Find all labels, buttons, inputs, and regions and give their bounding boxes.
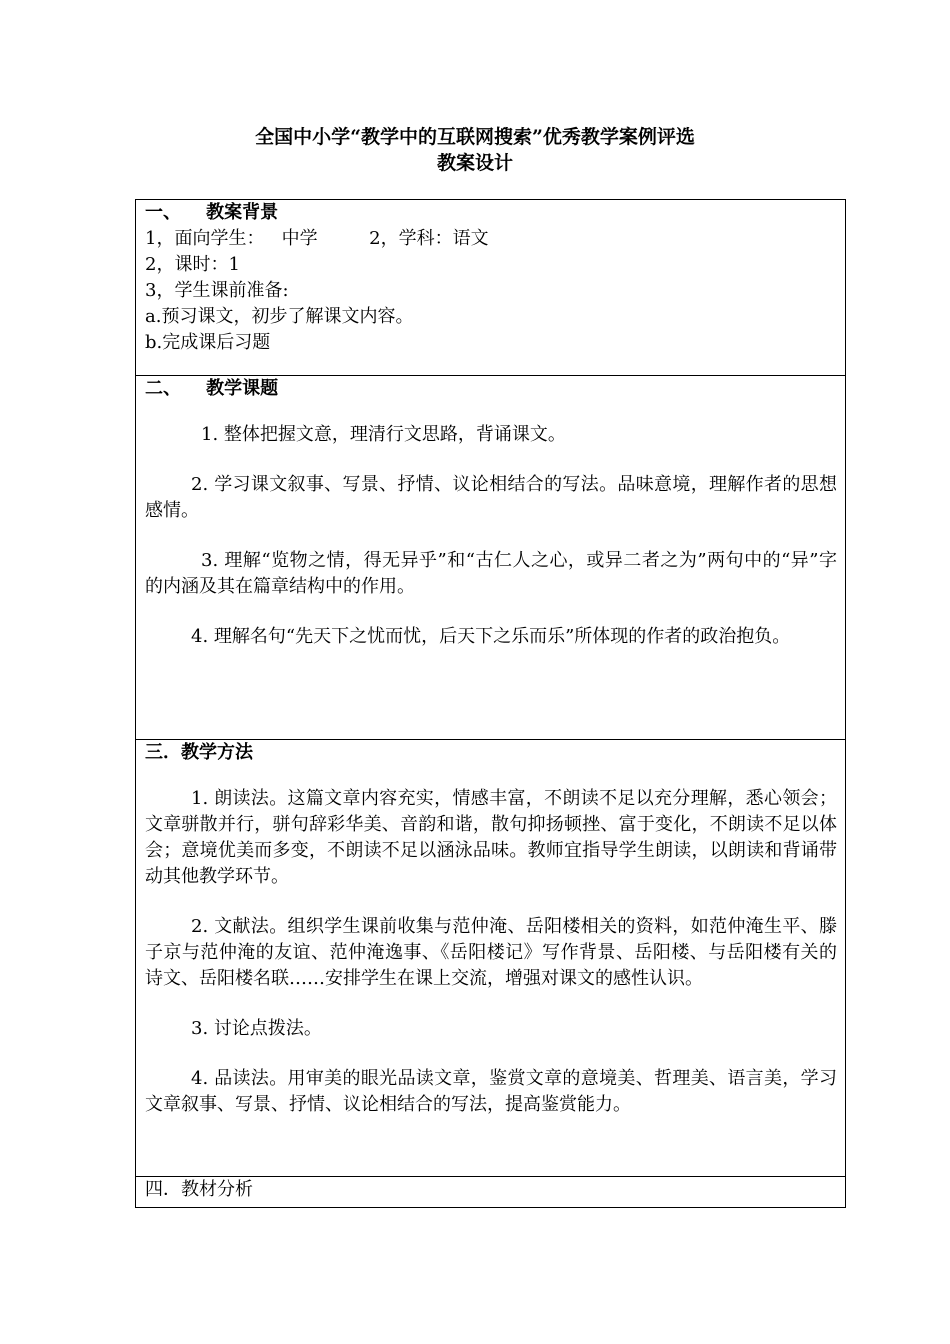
background-line-prep-b: b.完成课后习题 bbox=[145, 332, 271, 353]
topic-item-4: 4. 理解名句“先天下之忧而忧，后天下之乐而乐”所体现的作者的政治抱负。 bbox=[191, 626, 791, 647]
background-line-periods: 2，课时：1 bbox=[145, 254, 240, 275]
background-line-students-subject: 1，面向学生： 中学 2，学科：语文 bbox=[145, 228, 489, 249]
section-heading-topic: 二、 教学课题 bbox=[145, 378, 279, 399]
lesson-plan-table bbox=[135, 199, 846, 1208]
section-background bbox=[136, 200, 845, 375]
method-item-3: 3. 讨论点拨法。 bbox=[191, 1018, 322, 1039]
background-line-prep-a: a.预习课文，初步了解课文内容。 bbox=[145, 306, 414, 327]
background-line-preparation: 3，学生课前准备: bbox=[145, 280, 289, 301]
section-method bbox=[136, 739, 845, 1176]
section-topic bbox=[136, 375, 845, 739]
section-heading-material: 四．教材分析 bbox=[145, 1179, 253, 1200]
page-title: 全国中小学“教学中的互联网搜索”优秀教学案例评选 bbox=[255, 126, 695, 148]
topic-item-2: 2. 学习课文叙事、写景、抒情、议论相结合的写法。品味意境，理解作者的思想感情。 bbox=[145, 474, 837, 521]
method-item-4: 4. 品读法。用审美的眼光品读文章，鉴赏文章的意境美、哲理美、语言美，学习文章叙事、写景、抒情、议论相结合的写法，提高鉴赏能力。 bbox=[145, 1068, 837, 1115]
topic-item-3: 3. 理解“览物之情，得无异乎”和“古仁人之心，或异二者之为”两句中的“异”字的内涵及其在篇章结构中的作用。 bbox=[145, 550, 837, 597]
method-item-1: 1. 朗读法。这篇文章内容充实，情感丰富，不朗读不足以充分理解，悉心领会；文章骈散并行，骈句辞彩华美、音韵和谐，散句抑扬顿挫、富于变化，不朗读不足以体会；意境优美而多变，不朗读不足以涵泳品味。教师宜指导学生朗读，以朗读和背诵带动其他教学环节。 bbox=[145, 788, 837, 887]
section-material bbox=[136, 1176, 845, 1207]
section-heading-method: 三．教学方法 bbox=[145, 742, 253, 763]
method-item-2: 2. 文献法。组织学生课前收集与范仲淹、岳阳楼相关的资料，如范仲淹生平、滕子京与范仲淹的友谊、范仲淹逸事、《岳阳楼记》写作背景、岳阳楼、与岳阳楼有关的诗文、岳阳楼名联……安排学生在课上交流，增强对课文的感性认识。 bbox=[145, 916, 837, 989]
topic-item-1: 1. 整体把握文意，理清行文思路，背诵课文。 bbox=[201, 424, 566, 445]
page-subtitle: 教案设计 bbox=[436, 152, 513, 174]
section-heading-background: 一、 教案背景 bbox=[145, 202, 279, 223]
